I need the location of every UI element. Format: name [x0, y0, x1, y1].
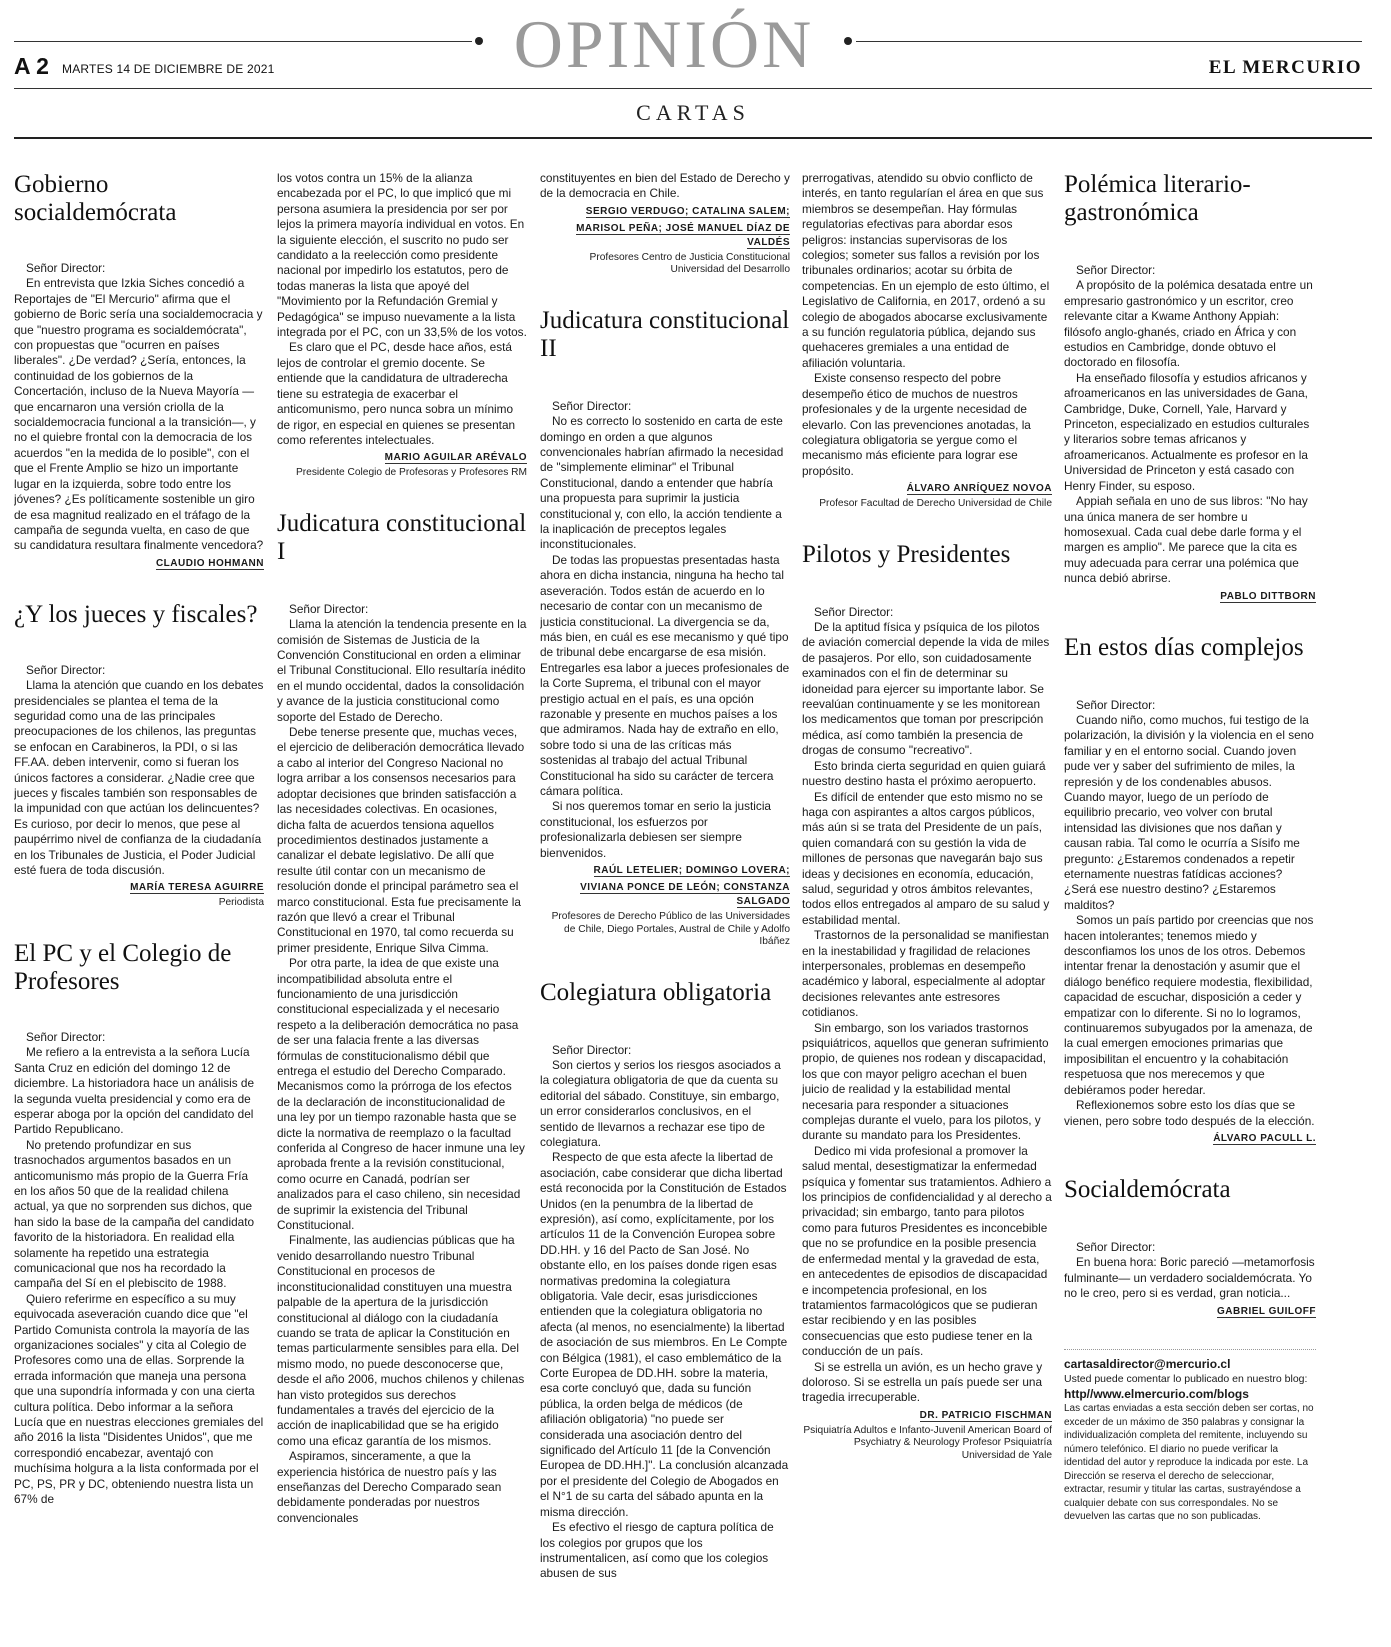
- salutation: Señor Director:: [26, 261, 106, 275]
- paragraph: Si se estrella un avión, es un hecho grave y doloroso. Si se estrella un país puede ser una tragedia irrecuperable.: [802, 1359, 1043, 1405]
- paragraph: Si nos queremos tomar en serio la justicia constitucional, los esfuerzos por profesionalizarla debiesen ser siempre bienvenidos.: [540, 799, 771, 860]
- paragraph: Es efectivo el riesgo de captura política de los colegios por grupos que los instrumentalicen, así como que los colegios abusen de sus: [540, 1520, 774, 1581]
- salutation: Señor Director:: [814, 604, 894, 619]
- affiliation: Profesor Facultad de Derecho Universidad de Chile: [819, 498, 1052, 510]
- section-title: OPINIÓN: [513, 6, 815, 82]
- paragraph: Trastornos de la personalidad se manifiestan en la inestabilidad y fragilidad de relaciones interpersonales, problemas en desempeño académico y laboral, especialmente al adoptar decisiones relevantes ante estresores cotidianos.: [802, 928, 1049, 1020]
- masthead-rule-right: [856, 41, 1362, 42]
- signature: ÁLVARO PACULL L.: [1213, 1132, 1316, 1144]
- letter-title: Gobierno socialdemócrata: [14, 171, 177, 226]
- letter-title: Polémica literario-gastronómica: [1064, 171, 1251, 226]
- letter-pc-colegio-profesores-cont: [277, 171, 527, 480]
- paragraph: Llama la atención que cuando en los debates presidenciales se plantea el tema de la seguridad como una de las principales preocupaciones de los chilenos, las preguntas se enfocan en Carabineros, la PDI, o si las FF.AA. deben intervenir, como si fueran los únicos factores a considerar. ¿Nadie cree que jueces y fiscales también son responsables de la impunidad con que actúan los delincuentes? Es curioso, por decir lo menos, que pese al paupérrimo nivel de confianza de la ciudadanía en los Tribunales de Justicia, el Poder Judicial esté fuera de toda discusión.: [14, 678, 264, 877]
- signature: VIVIANA PONCE DE LEÓN; CONSTANZA SALGADO: [580, 882, 790, 907]
- letter-pilotos-presidentes: [802, 541, 1052, 1463]
- masthead-divider: [14, 88, 1372, 89]
- signature: ÁLVARO ANRÍQUEZ NOVOA: [906, 483, 1052, 495]
- paragraph: A propósito de la polémica desatada entre un empresario gastronómico y un escritor, creo relevante citar a Kwame Anthony Appiah: filósofo anglo-ghanés, criado en África y con estudios en Cambridge, donde obtuvo el doctorado en filosofía.: [1064, 278, 1313, 370]
- paragraph: Quiero referirme en específico a su muy equivocada aseveración cuando dice que "el Partido Comunista controla la mayoría de las organizaciones sociales" y cita al Colegio de Profesores como una de ellas. Sorprende la errada información que maneja una persona que una supondría informada y con una cierta cultura política. Debo informar a la señora Lucía que en nuestras elecciones gremiales del año 2016 la lista "Disidentes Unidos", que me correspondió encabezar, aventajó con muchísima holgura a la lista conformada por el PC, PS, PR y DC, obteniendo nuestra lista un 67% de: [14, 1291, 264, 1507]
- signature: MARISOL PEÑA; JOSÉ MANUEL DÍAZ DE VALDÉS: [576, 222, 790, 248]
- paragraph: Somos un país partido por creencias que nos hacen intolerantes; tenemos miedo y desconfiamos los unos de los otros. Debemos intentar frenar la denostación y asumir que el diálogo benéfico requiere modestia, flexibilidad, capacidad de escuchar, disposición a ceder y empatizar con lo diferente. Si no lo logramos, continuaremos subyugados por la amenaza, de la cual emergen emociones primarias que imposibilitan el encuentro y la cohabitación respetuosa que nos merecemos y que debiéramos poder heredar.: [1064, 913, 1314, 1097]
- paragraph: Llama la atención la tendencia presente en la comisión de Sistemas de Justicia de la Convención Constitucional en orden a eliminar el Tribunal Constitucional. Ello resultaría inédito en el mundo occidental, dados la consolidación y avance de la justicia constitucional como soporte del Estado de Derecho.: [277, 617, 527, 724]
- blog-url-link[interactable]: http//www.elmercurio.com/blogs: [1064, 1386, 1249, 1401]
- contact-email-link[interactable]: cartasaldirector@mercurio.cl: [1064, 1356, 1231, 1371]
- paragraph: En buena hora: Boric pareció —metamorfosis fulminante— un verdadero socialdemócrata. Yo no le creo, pero si es verdad, gran noticia...: [1064, 1255, 1315, 1301]
- paragraph: Por otra parte, la idea de que existe una incompatibilidad absoluta entre el funcionamiento de una jurisdicción constitucional especializada y el necesario respeto a la deliberación democrática no pasa de ser una falacia frente a las diversas fórmulas de constitucionalismo débil que entrega el estudio del Derecho Comparado. Mecanismos como la prórroga de los efectos de la declaración de inconstitucionalidad de una ley por un tiempo razonable hasta que se dicte la normativa de reemplazo o la facultad conferida al Congreso de hacer inmune una ley aprobada frente a la revisión constitucional, como ocurre en Canadá, podrían ser analizados para el caso chileno, sin necesidad de suprimir la existencia del Tribunal Constitucional.: [277, 956, 525, 1233]
- letter-title: Socialdemócrata: [1064, 1175, 1231, 1203]
- paragraph: Me refiero a la entrevista a la señora Lucía Santa Cruz en edición del domingo 12 de diciembre. La historiadora hace un análisis de la segunda vuelta presidencial y como era de esperar aboga por la opción del candidato del Partido Republicano.: [14, 1045, 255, 1137]
- signature: SERGIO VERDUGO; CATALINA SALEM;: [585, 205, 790, 217]
- signature: CLAUDIO HOHMANN: [155, 557, 264, 569]
- signature: PABLO DITTBORN: [1220, 590, 1316, 602]
- affiliation: Presidente Colegio de Profesoras y Profesores RM: [295, 467, 527, 479]
- signature: GABRIEL GUILOFF: [1217, 1305, 1316, 1317]
- paragraph: De la aptitud física y psíquica de los pilotos de aviación comercial depende la vida de miles de pasajeros. Por ello, son cuidadosamente examinados con el fin de determinar su idoneidad para ejercer su importante labor. Se reevalúan continuamente y se les monitorean los medicamentos que toman por prescripción médica, así como también la presencia de drogas de consumo "recreativo".: [802, 620, 1050, 758]
- salutation: Señor Director:: [26, 662, 106, 677]
- paragraph: Appiah señala en uno de sus libros: "No hay una única manera de ser hombre u homosexual. Cada cual debe darle forma y el margen es amplio". Me parece que la cita es muy adecuada para cerrar una polémica que nunca debió abrirse.: [1064, 494, 1308, 586]
- masthead-dot-left: [475, 37, 483, 45]
- letter-title: Pilotos y Presidentes: [802, 540, 1011, 568]
- letter-title: En estos días complejos: [1064, 633, 1304, 661]
- column-4: [802, 171, 1052, 1621]
- paragraph: Son ciertos y serios los riesgos asociados a la colegiatura obligatoria de que da cuenta su editorial del sábado. Constituye, sin embargo, un error considerarlos conclusivos, en el sentido de llevarnos a rechazar ese tipo de colegiatura.: [540, 1057, 781, 1149]
- paragraph: Ha enseñado filosofía y estudios africanos y afroamericanos en las universidades de Gana, Cambridge, Duke, Cornell, Yale, Harvard y Princeton, especializado en estudios culturales y literarios sobre temas africanos y afroamericanos. Actualmente es profesor en la Universidad de Princeton y está casado con Henry Finder, su esposo.: [1064, 370, 1310, 493]
- paragraph: Es difícil de entender que esto mismo no se haga con aspirantes a altos cargos públicos, más aún si se trata del Presidente de un país, quien comandará con su gestión la vida de millones de personas que navegarán bajo sus ideas y decisiones en economía, educación, salud, seguridad y otros ámbitos relevantes, todos ellos entregados al amparo de su salud y estabilidad mental.: [802, 789, 1050, 927]
- paragraph: De todas las propuestas presentadas hasta ahora en dicha instancia, ninguna ha hecho tal aseveración. Todos están de acuerdo en lo necesario de contar con un mecanismo de justicia constitucional. La divergencia se da, más bien, en cuál es ese mecanismo y qué tipo de tribunal debe encargarse de esa misión. Entregarles esa labor a jueces profesionales de la Corte Suprema, el tribunal con el mayor prestigio actual en el país, es una opción razonable y presente en muchos países a los que admiramos. Nada hay de extraño en ello, sobre todo si una de las críticas más sostenidas al trabajo del actual Tribunal Constitucional ha sido su carácter de tercera cámara política.: [540, 552, 790, 798]
- letter-socialdemocrata: [1064, 1176, 1316, 1319]
- letter-dias-complejos: [1064, 634, 1316, 1146]
- letter-title: Colegiatura obligatoria: [540, 978, 772, 1006]
- salutation: Señor Director:: [1076, 1239, 1156, 1254]
- masthead-dot-right: [844, 37, 852, 45]
- paragraph: No es correcto lo sostenido en carta de este domingo en orden a que algunos convencionales habrían afirmado la necesidad de "simplemente eliminar" el Tribunal Constitucional, dando a entender que habría una propuesta para suprimir la justicia constitucional y, con ello, la acción tendiente a la inaplicación de preceptos legales inconstitucionales.: [540, 414, 784, 552]
- paragraph: los votos contra un 15% de la alianza encabezada por el PC, lo que implicó que mi persona asumiera la presidencia por ser por lejos la primera mayoría individual en votos. En la siguiente elección, el suscrito no pudo ser candidato a la reelección como presidente nacional por impedirlo los estatutos, pero de todas maneras la lista que apoyé del "Movimiento por la Refundación Gremial y Pedagógica" se impuso nuevamente a la lista integrada por el PC, con un 33,5% de los votos.: [277, 171, 527, 340]
- letter-colegiatura: [540, 979, 790, 1582]
- page-number: A 2: [14, 53, 49, 79]
- column-3: [540, 171, 790, 1621]
- paragraph: Finalmente, las audiencias públicas que ha venido desarrollando nuestro Tribunal Constitucional en procesos de inconstitucionalidad constituyen una muestra palpable de la apertura de la jurisdicción constitucional al diálogo con la ciudadanía cuando se trata de aplicar la Constitución en temas particularmente sensibles para ella. Del mismo modo, no puede desconocerse que, desde el año 2006, muchos chilenos y chilenas han visto protegidos sus derechos fundamentales a través del ejercicio de la acción de inaplicabilidad que se ha erigido como una eficaz garantía de los mismos.: [277, 1233, 525, 1448]
- signature: DR. PATRICIO FISCHMAN: [919, 1409, 1052, 1421]
- signature: MARIO AGUILAR ARÉVALO: [384, 452, 527, 464]
- salutation: Señor Director:: [289, 601, 369, 616]
- salutation: Señor Director:: [552, 1042, 632, 1057]
- paragraph: Es claro que el PC, desde hace años, está lejos de controlar el gremio docente. Se entiende que la candidatura de ultraderecha tiene su estrategia de exacerbar el anticomunismo, pero nunca sobra un mínimo de rigor, en especial en quienes se presentan como referentes intelectuales.: [277, 340, 516, 447]
- issue-date: MARTES 14 DE DICIEMBRE DE 2021: [62, 62, 275, 76]
- letter-title: Judicatura constitucional II: [540, 306, 790, 362]
- paragraph: Esto brinda cierta seguridad en quien guiará nuestro destino hasta el próximo aeropuerto.: [802, 758, 1046, 789]
- paragraph: Dedico mi vida profesional a promover la salud mental, desestigmatizar la enfermedad psíquica y fomentar sus tratamientos. Adhiero a los principios de confidencialidad y al derecho a privacidad; sin embargo, tanto para pilotos como para futuros Presidentes es inconcebible que no se profundice en la posible presencia de enfermedad mental y la gravedad de esta, en antecedentes de episodios de discapacidad e incompetencia profesional, en los tratamientos farmacológicos que se pudieran estar recibiendo y en las posibles consecuencias que esto pudiese tener en la conducción de un país.: [802, 1143, 1052, 1359]
- letter-judicatura-1: [277, 510, 527, 1526]
- paragraph: Cuando niño, como muchos, fui testigo de la polarización, la división y la violencia en el seno familiar y en el entorno social. Cuando joven pude ver y saber del sufrimiento de miles, la represión y de los condenables abusos. Cuando mayor, luego de un período de equilibrio precario, veo volver con brutal intensidad las divisiones que nos dañan y causan rabia. Tal como le ocurría a Sísifo me pregunto: ¿Estaremos condenados a repetir eternamente nuestras fatídicas acciones? ¿Será ese nuestro destino? ¿Estaremos malditos?: [1064, 712, 1314, 912]
- paragraph: prerrogativas, atendido su obvio conflicto de interés, en tanto regularían el área en que sus miembros se desempeñan. Hay fórmulas regulatorias efectivas para abordar esos peligros: instancias supervisoras de los colegios; someter sus fallos a revisión por los tribunales ordinarios; acotar su órbita de competencias. En un ejemplo de esto último, el Legislativo de California, en 2017, ordenó a su colegio de abogados abocarse exclusivamente a su función regulatoria pública, dejando sus quehaceres gremiales a una entidad de afiliación voluntaria.: [802, 171, 1050, 370]
- salutation: Señor Director:: [552, 398, 632, 413]
- paragraph: Reflexionemos sobre esto los días que se vienen, pero sobre todo después de la elección.: [1064, 1098, 1315, 1128]
- submission-rules: Las cartas enviadas a esta sección deben ser cortas, no exceder de un máximo de 350 palabras y consignar la individualización completa del remitente, incluyendo su número telefónico. El diario no puede verificar la identidad del autor y reproduce la indicada por este. La Dirección se reserva el derecho de seleccionar, extractar, resumir y titular las cartas, sustrayéndose a cualquier debate con sus correspondales. No se devuelven las cartas que no son publicadas.: [1064, 1403, 1314, 1523]
- letter-jueces-fiscales: [14, 601, 264, 910]
- letters-info-box: [1064, 1349, 1316, 1524]
- blog-note: Usted puede comentar lo publicado en nuestro blog:: [1064, 1373, 1308, 1386]
- salutation: Señor Director:: [1076, 263, 1156, 277]
- letter-title: Judicatura constitucional I: [277, 509, 527, 565]
- paragraph: Debe tenerse presente que, muchas veces, el ejercicio de deliberación democrática llevado a cabo al interior del Congreso Nacional no logra arribar a los consensos necesarios para adoptar decisiones que brinden satisfacción a las necesidades colectivas. En ocasiones, dicha falta de acuerdos tensiona aquellos procedimientos destinados justamente a canalizar el debate legislativo. De allí que resulte útil contar con un mecanismo de resolución donde el principal parámetro sea el marco constitucional. Esta fue precisamente la razón que llevó a crear el Tribunal Constitucional en 1970, tal como recuerda su primer presidente, Enrique Silva Cimma.: [277, 725, 525, 955]
- paragraph: No pretendo profundizar en sus trasnochados argumentos basados en un anticomunismo más propio de la Guerra Fría en los años 50 que de la realidad chilena actual, ya que no sorprenden sus dichos, que han sido la base de la campaña del candidato favorito de la historiadora. En realidad ella solamente ha repetido una estrategia comunicacional que nos ha recordado la campaña del Sí en el plebiscito de 1988.: [14, 1137, 255, 1291]
- paragraph: En entrevista que Izkia Siches concedió a Reportajes de "El Mercurio" afirma que el gobierno de Boric sería una socialdemocracia y que "nuestro programa es socialdemócrata", con propuestas que "ocurren en países liberales". ¿De verdad? ¿Sería, entonces, la continuidad de los gobiernos de la Concertación, incluso de la Nueva Mayoría —que encarnaron una versión criolla de la socialdemocracia funcional a la transición—, y no el quiebre frontal con la democracia de los acuerdos "en la medida de lo posible", con el que el Frente Amplio se hizo un importante lugar en la izquierda, sobre todo entre los jóvenes? ¿Es políticamente sostenible un giro de esa magnitud realizado en el tráfago de la campaña de segunda vuelta, en caso de que su candidatura resultara finalmente vencedora?: [14, 276, 264, 553]
- paragraph: Aspiramos, sinceramente, a que la experiencia histórica de nuestro país y las enseñanzas del Derecho Comparado sean debidamente ponderadas por nuestros convencionales: [277, 1449, 502, 1525]
- column-1: [14, 171, 264, 1621]
- salutation: Señor Director:: [26, 1029, 106, 1044]
- newspaper-name: EL MERCURIO: [1208, 57, 1362, 78]
- masthead-rule-left: [14, 41, 472, 42]
- letter-title: El PC y el Colegio de Profesores: [14, 939, 232, 995]
- column-2: [277, 171, 527, 1621]
- affiliation: Profesores Centro de Justicia Constitucional Universidad del Desarrollo: [589, 251, 790, 276]
- paragraph: Sin embargo, son los variados trastornos psiquiátricos, aquellos que generan sufrimiento propio, de quienes nos rodean y discapacidad, los que con mayor peligro acechan el buen juicio de realidad y la estabilidad mental necesaria para responder a situaciones complejas durante el vuelo, para los pilotos, y durante su mandato para los Presidentes.: [802, 1020, 1049, 1143]
- letter-judicatura-2: [540, 307, 790, 949]
- letter-title: ¿Y los jueces y fiscales?: [14, 600, 258, 628]
- letter-polemica: [1064, 171, 1316, 604]
- paragraph: Existe consenso respecto del pobre desempeño ético de muchos de nuestros profesionales y de la urgente necesidad de elevarlo. Con las prevenciones anotadas, la colegiatura obligatoria se yergue como el mecanismo más eficiente para lograr ese propósito.: [802, 371, 1031, 478]
- paragraph: Respecto de que esta afecte la libertad de asociación, cabe considerar que dicha libertad está reconocida por la Constitución de Estados Unidos (en la penumbra de la libertad de expresión), así como, explícitamente, por los artículos 11 de la Convención Europea sobre DD.HH. y 16 del Pacto de San José. No obstante ello, en los países donde rigen esas normativas predomina la colegiatura obligatoria. Vale decir, esas jurisdicciones entienden que la colegiatura obligatoria no afecta (al menos, no esencialmente) la libertad de asociación de sus miembros. En Le Compte con Bélgica (1981), el caso emblemático de la Corte Europea de DD.HH. sobre la materia, esa corte concluyó que, dada su función pública, la orden belga de médicos (de afiliación obligatoria) "no puede ser considerada una asociación dentro del significado del Artículo 11 [de la Convención Europea de DD.HH.]". La conclusión alcanzada por el presidente del Colegio de Abogados en el N°1 de su carta del sábado apunta en la misma dirección.: [540, 1150, 789, 1519]
- masthead: [14, 0, 1372, 150]
- paragraph: constituyentes en bien del Estado de Derecho y de la democracia en Chile.: [540, 171, 790, 201]
- salutation: Señor Director:: [1076, 697, 1156, 712]
- affiliation: Psiquiatría Adultos e Infanto-Juvenil American Board of Psychiatry & Neurology Profesor Psiquiatría Universidad de Yale: [803, 1424, 1052, 1461]
- signature: RAÚL LETELIER; DOMINGO LOVERA;: [593, 865, 790, 876]
- letter-gobierno-socialdemocrata: [14, 171, 264, 571]
- letter-colegiatura-cont: [802, 171, 1052, 511]
- affiliation: Profesores de Derecho Público de las Universidades de Chile, Diego Portales, Austral de Chile y Adolfo Ibáñez: [551, 911, 790, 947]
- column-5: [1064, 171, 1316, 1621]
- letter-judicatura-1-cont: [540, 171, 790, 277]
- signature: MARÍA TERESA AGUIRRE: [130, 882, 264, 894]
- subsection-title: CARTAS: [636, 100, 750, 125]
- masthead-bottom-rule: [14, 137, 1372, 139]
- affiliation: Periodista: [218, 897, 264, 909]
- letter-pc-colegio-profesores: [14, 940, 264, 1508]
